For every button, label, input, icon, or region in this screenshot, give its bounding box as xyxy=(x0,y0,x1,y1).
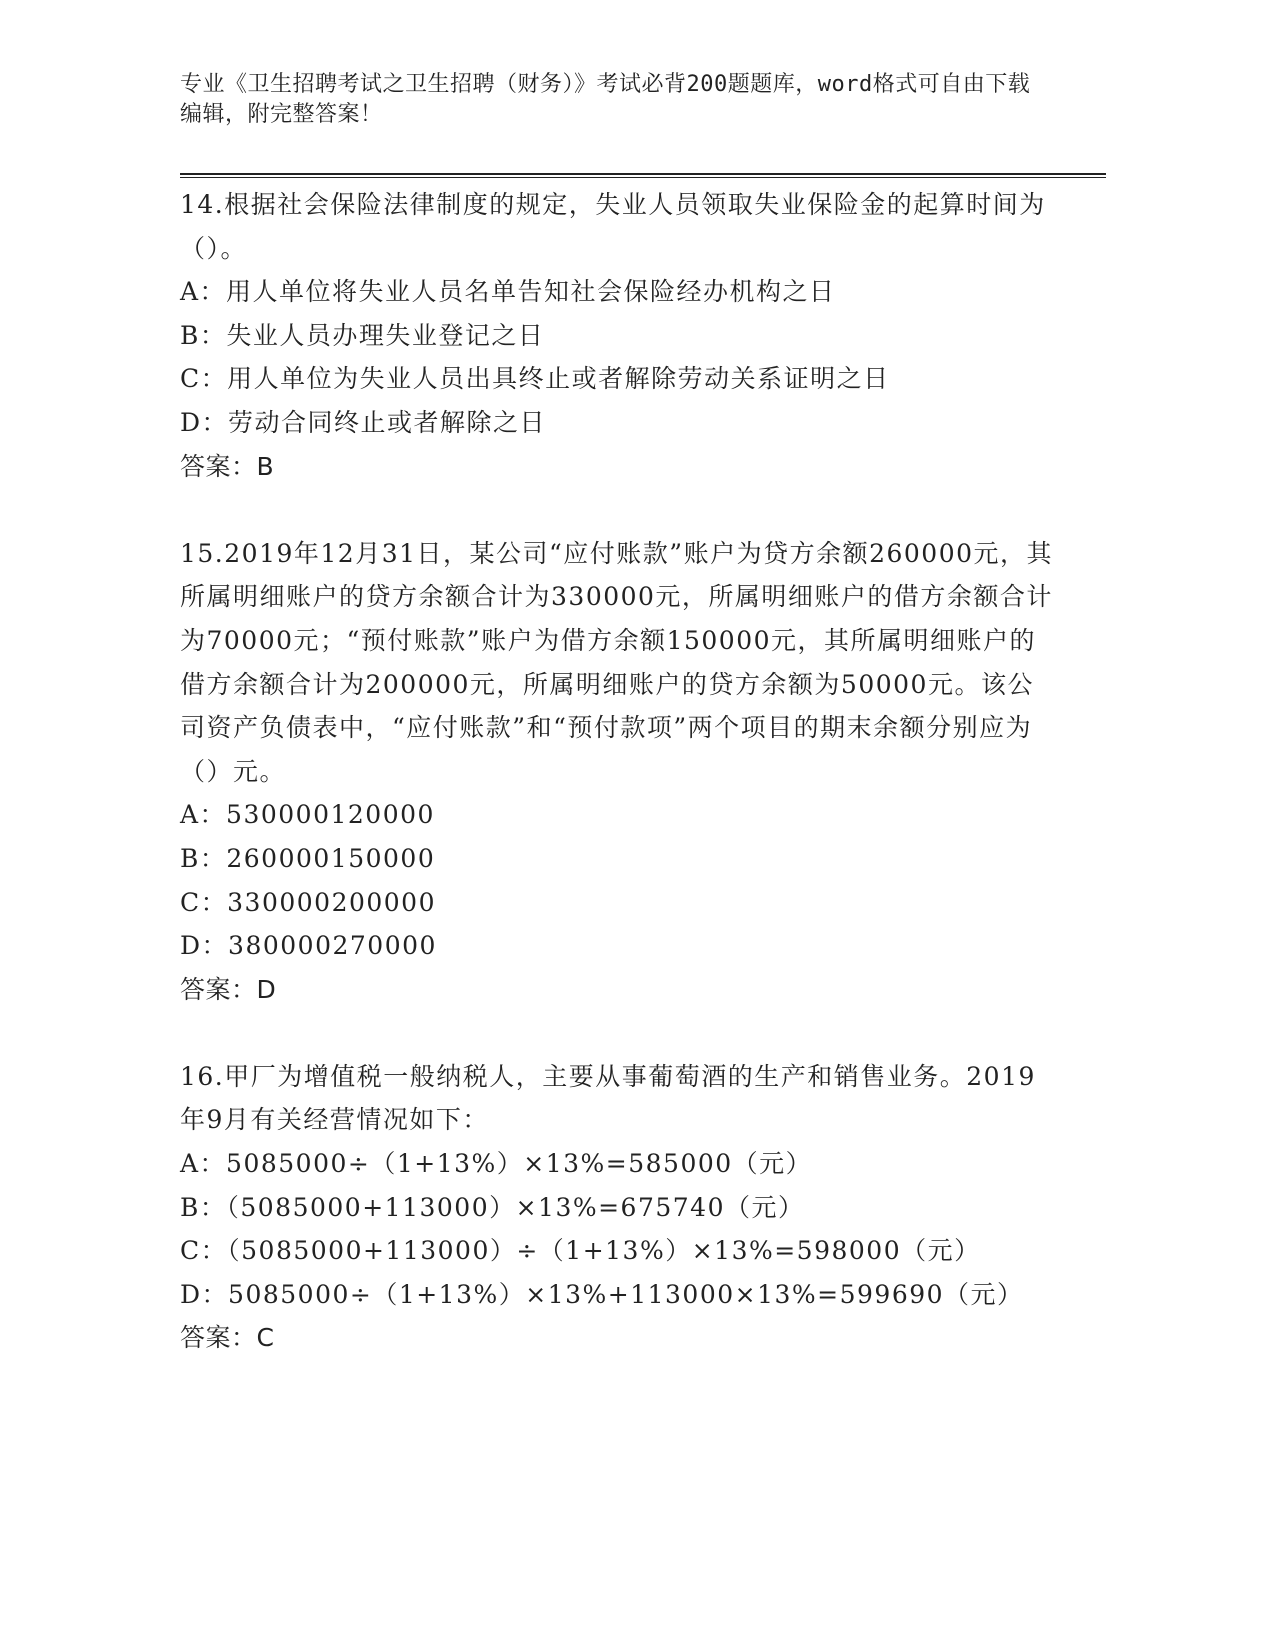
page-header: 专业《卫生招聘考试之卫生招聘（财务）》考试必背200题题库，word格式可自由下载编辑，附完整答案！ xyxy=(180,72,1031,127)
option-b: B：（5085000+113000）×13%=675740（元） xyxy=(180,1192,805,1222)
answer: 答案：C xyxy=(180,1323,275,1353)
question-15 xyxy=(180,532,1060,1012)
option-c: C：用人单位为失业人员出具终止或者解除劳动关系证明之日 xyxy=(180,364,890,394)
question-14 xyxy=(180,183,1060,488)
question-stem: 14.根据社会保险法律制度的规定，失业人员领取失业保险金的起算时间为（）。 xyxy=(180,190,1046,263)
option-b: B：失业人员办理失业登记之日 xyxy=(180,320,545,350)
option-c: C：（5085000+113000）÷（1+13%）×13%=598000（元） xyxy=(180,1236,981,1266)
option-d: D：380000270000 xyxy=(180,931,437,961)
question-stem: 16.甲厂为增值税一般纳税人，主要从事葡萄酒的生产和销售业务。2019年9月有关经营情况如下： xyxy=(180,1061,1036,1135)
question-16 xyxy=(180,1055,1060,1360)
option-d: D：5085000÷（1+13%）×13%+113000×13%=599690（元） xyxy=(180,1279,1024,1309)
question-list xyxy=(180,183,1060,1360)
option-d: D：劳动合同终止或者解除之日 xyxy=(180,407,547,437)
header-divider xyxy=(180,173,1106,178)
option-b: B：260000150000 xyxy=(180,843,436,873)
answer: 答案：D xyxy=(180,974,277,1004)
question-stem: 15.2019年12月31日，某公司“应付账款”账户为贷方余额260000元，其所属明细账户的贷方余额合计为330000元，所属明细账户的借方余额合计为70000元；“预付账款”账户为借方余额150000元，其所属明细账户的借方余额合计为200000元，所属明细账户的贷方余额为50000元。该公司资产负债表中，“应付账款”和“预付款项”两个项目的期末余额分别应为（）元。 xyxy=(180,538,1054,786)
answer: 答案：B xyxy=(180,451,275,481)
option-c: C：330000200000 xyxy=(180,887,436,917)
option-a: A：530000120000 xyxy=(180,800,435,830)
option-a: A：用人单位将失业人员名单告知社会保险经办机构之日 xyxy=(180,277,836,307)
option-a: A：5085000÷（1+13%）×13%=585000（元） xyxy=(180,1149,813,1179)
